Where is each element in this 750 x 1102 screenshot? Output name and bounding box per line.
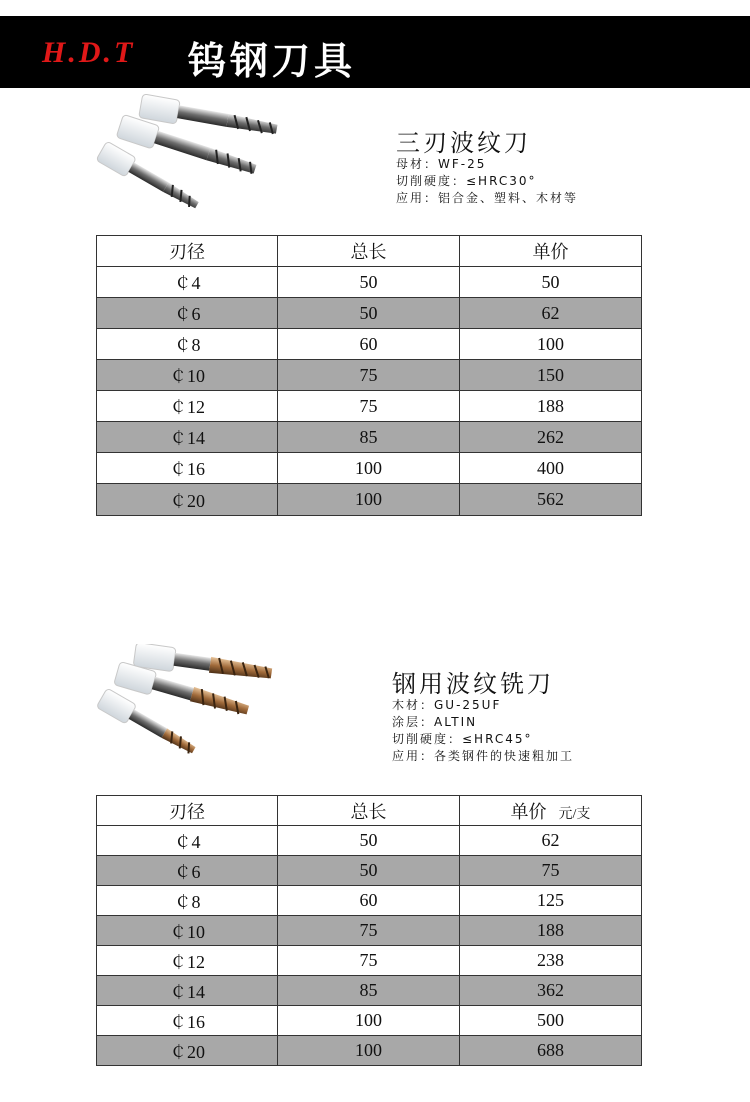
cell-length: 85 (278, 422, 460, 453)
table-row (97, 916, 642, 946)
cell-length: 85 (278, 976, 460, 1006)
page-title: 钨钢刀具 (188, 39, 357, 83)
cell-price: 562 (460, 484, 642, 516)
product-title-three-flute: 三刃波纹刀 (396, 129, 531, 157)
product-title-steel-corrugated: 钢用波纹铣刀 (392, 670, 554, 698)
cell-length: 60 (278, 886, 460, 916)
table-row (97, 267, 642, 298)
table-row (97, 1036, 642, 1066)
cell-diameter: ￠20 (97, 484, 278, 516)
column-header-price (460, 796, 642, 826)
cell-diameter: ￠4 (97, 826, 278, 856)
cell-diameter: ￠16 (97, 1006, 278, 1036)
cell-diameter: ￠20 (97, 1036, 278, 1066)
price-table-three-flute (96, 235, 642, 516)
table-row (97, 484, 642, 516)
spec-line: 木材：GU-25UF (392, 698, 502, 712)
cell-diameter: ￠10 (97, 916, 278, 946)
table-row (97, 298, 642, 329)
table-row (97, 391, 642, 422)
cell-price: 500 (460, 1006, 642, 1036)
table-row (97, 976, 642, 1006)
table-row (97, 946, 642, 976)
column-header-length: 总长 (278, 236, 460, 267)
cell-diameter: ￠6 (97, 856, 278, 886)
cell-diameter: ￠6 (97, 298, 278, 329)
table-row (97, 886, 642, 916)
product-specs-three-flute (396, 156, 578, 207)
cell-price: 75 (460, 856, 642, 886)
spec-line: 应用：铝合金、塑料、木材等 (396, 191, 579, 205)
table-header-row (97, 236, 642, 267)
column-header-diameter: 刃径 (97, 796, 278, 826)
cell-length: 75 (278, 916, 460, 946)
table-row (97, 422, 642, 453)
product-image-steel-corrugated (90, 644, 280, 759)
cell-diameter: ￠4 (97, 267, 278, 298)
cell-length: 75 (278, 391, 460, 422)
cell-diameter: ￠8 (97, 886, 278, 916)
cell-diameter: ￠12 (97, 391, 278, 422)
spec-line: 母材：WF-25 (396, 157, 487, 171)
cell-price: 688 (460, 1036, 642, 1066)
cell-price: 100 (460, 329, 642, 360)
cell-price: 50 (460, 267, 642, 298)
cell-price: 125 (460, 886, 642, 916)
spec-line: 涂层：ALTIN (392, 715, 478, 729)
cell-diameter: ￠10 (97, 360, 278, 391)
table-header-row (97, 796, 642, 826)
cell-diameter: ￠14 (97, 976, 278, 1006)
cell-price: 262 (460, 422, 642, 453)
table-row (97, 1006, 642, 1036)
column-header-diameter: 刃径 (97, 236, 278, 267)
cell-price: 238 (460, 946, 642, 976)
spec-line: 切削硬度：≤HRC30° (396, 174, 537, 188)
cell-diameter: ￠16 (97, 453, 278, 484)
cell-diameter: ￠12 (97, 946, 278, 976)
column-header-length: 总长 (278, 796, 460, 826)
table-row (97, 826, 642, 856)
price-table-steel-corrugated (96, 795, 642, 1066)
cell-price: 362 (460, 976, 642, 1006)
product-image-three-flute (88, 94, 288, 214)
brand-logo: H.D.T (42, 36, 136, 69)
table-row (97, 856, 642, 886)
cell-length: 100 (278, 1036, 460, 1066)
product-specs-steel-corrugated (392, 697, 574, 765)
cell-diameter: ￠8 (97, 329, 278, 360)
spec-line: 应用：各类钢件的快速粗加工 (392, 749, 575, 763)
cell-price: 400 (460, 453, 642, 484)
cell-price: 188 (460, 391, 642, 422)
cell-length: 50 (278, 298, 460, 329)
table-row (97, 329, 642, 360)
cell-price: 188 (460, 916, 642, 946)
cell-length: 100 (278, 1006, 460, 1036)
cell-length: 100 (278, 453, 460, 484)
column-header-price: 单价 (460, 236, 642, 267)
cell-length: 50 (278, 856, 460, 886)
table-row (97, 360, 642, 391)
table-row (97, 453, 642, 484)
spec-line: 切削硬度：≤HRC45° (392, 732, 533, 746)
cell-length: 60 (278, 329, 460, 360)
cell-length: 50 (278, 826, 460, 856)
cell-diameter: ￠14 (97, 422, 278, 453)
cell-length: 75 (278, 946, 460, 976)
header-banner (0, 16, 750, 88)
cell-price: 62 (460, 826, 642, 856)
price-unit: 元/支 (558, 806, 591, 822)
cell-length: 50 (278, 267, 460, 298)
cell-length: 100 (278, 484, 460, 516)
price-label: 单价 (510, 801, 547, 822)
cell-price: 62 (460, 298, 642, 329)
cell-length: 75 (278, 360, 460, 391)
cell-price: 150 (460, 360, 642, 391)
